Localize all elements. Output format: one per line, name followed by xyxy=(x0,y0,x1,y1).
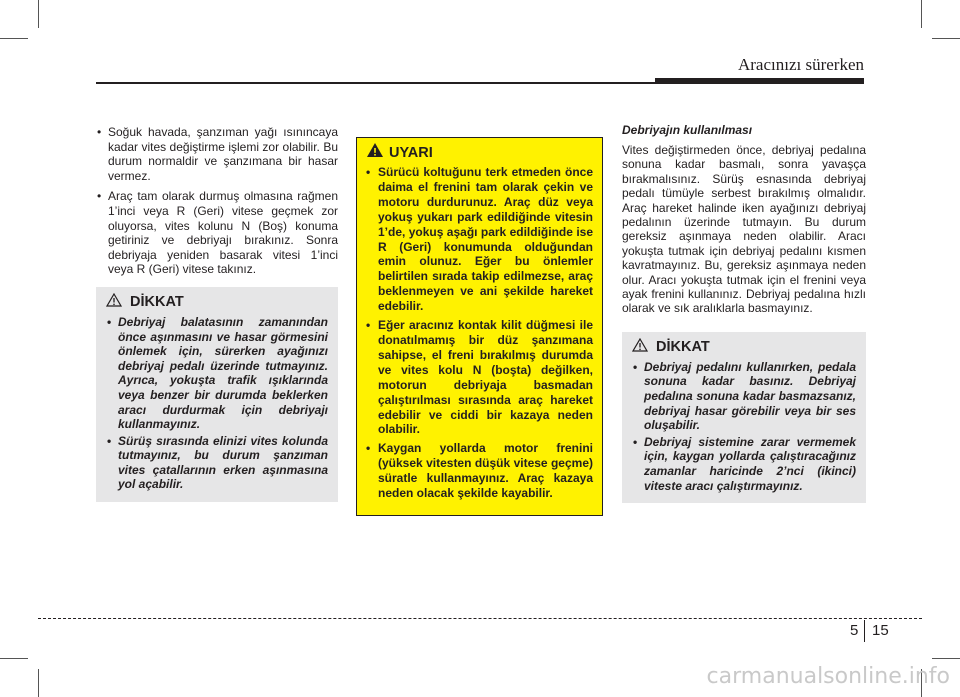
warning-header xyxy=(366,142,593,163)
crop-mark xyxy=(0,658,28,659)
list-item: • Araç tam olarak durmuş olmasına rağmen 1’inci veya R (Geri) vitese geçmek zor oluyorsa, vites kolunu N (Boş) konuma getiriniz ve debriyajı bırakınız. Sonra debriyaja yeniden basarak vitesi 1’inci veya R (Geri) vitese takınız. xyxy=(96,189,338,277)
caution-header xyxy=(106,293,328,312)
list-item: • Sürücü koltuğunu terk etmeden önce daima el frenini tam olarak çekin ve motoru durdurunuz. Araç düz veya yokuş yukarı park edildiğinde vitesin 1’de, yokuş aşağı park edildiğinde ise R (Geri) konumunda olduğundan emin olunuz. Eğer bu önlemler belirtilen sırada takip edilmezse, araç beklenmeyen ve ani şekilde hareket edebilir. xyxy=(366,165,593,314)
warning-box xyxy=(356,137,603,516)
list-item: • Debriyaj sistemine zarar vermemek için, kaygan yollarda çalıştıracağınız zamanlar haricinde 2’nci (ikinci) viteste aracı çalıştırmayınız. xyxy=(632,435,856,493)
section-heading: Debriyajın kullanılması xyxy=(622,123,753,137)
caution-list xyxy=(632,360,856,493)
list-item: • Soğuk havada, şanzıman yağı ısınıncaya kadar vites değiştirme işlemi zor olabilir. Bu durum normaldir ve şanzımana bir hasar vermez. xyxy=(96,125,338,183)
warning-title: UYARI xyxy=(389,144,433,161)
list-item: • Debriyaj pedalını kullanırken, pedala sonuna kadar basınız. Debriyaj pedalına sonuna kadar basmazsanız, debriyaj hasar görebilir veya bir ses oluşabilir. xyxy=(632,360,856,433)
body-paragraph: Vites değiştirmeden önce, debriyaj pedalına sonuna kadar basmalı, sonra yavaşça bırakmalısınız. Sürüş esnasında debriyaj pedalı tümüyle serbest bırakılmış olmalıdır. Araç hareket halinde iken ayağınızı debriyaj pedalının üzerinde tutmayın. Bu durum gereksiz aşınmaya neden olabilir. Aracı yokuşta tutmak için debriyaj pedalını kısmen kavratmayınız. Bu, gereksiz aşınmaya neden olur. Aracı yokuşta tutmak için el frenini veya ayak frenini kullanınız. Debriyaj pedalına hızlı olarak ve sık aralıklarla basmayınız. xyxy=(622,143,866,316)
crop-mark xyxy=(921,0,922,28)
crop-mark xyxy=(38,669,39,697)
page-number-divider xyxy=(864,620,865,642)
caution-box xyxy=(622,332,866,503)
crop-mark xyxy=(38,0,39,28)
caution-box xyxy=(96,287,338,502)
page-header-title: Aracınızı sürerken xyxy=(737,55,864,74)
caution-header xyxy=(632,338,856,357)
caution-list xyxy=(106,315,328,492)
crop-mark xyxy=(932,38,960,39)
crop-mark xyxy=(0,38,28,39)
caution-triangle-outline-icon xyxy=(632,338,648,357)
footer-dashed-rule xyxy=(38,618,922,619)
crop-mark xyxy=(932,658,960,659)
caution-title: DİKKAT xyxy=(130,294,184,311)
caution-title: DİKKAT xyxy=(656,339,710,356)
list-item: • Kaygan yollarda motor frenini (yüksek vitesten düşük vitese geçme) süratle kullanmayınız. Araç kazaya neden olacak şekilde kayabilir. xyxy=(366,441,593,501)
intro-bullet-list xyxy=(96,125,338,277)
list-item: • Eğer aracınız kontak kilit düğmesi ile donatılmamış bir düz şanzımana sahipse, el freni bırakılmış durumda ve vites kolu N (boşta) değilken, motorun debriyaja basmadan çalıştırılması sırasında araç hareket edebilir ve ciddi bir kazaya neden olabilir. xyxy=(366,318,593,437)
list-item: • Sürüş sırasında elinizi vites kolunda tutmayınız, bu durum şanzıman vites çatallarının erken aşınmasına yol açabilir. xyxy=(106,434,328,492)
header-rule-accent xyxy=(655,78,864,84)
caution-triangle-outline-icon xyxy=(106,293,122,312)
list-item: • Debriyaj balatasının zamanından önce aşınmasını ve hasar görmesini önlemek için, sürerken ayağınızı debriyaj pedalı üzerinde tutmayınız. Ayrıca, yokuşta trafik ışıklarında veya benzer bir durumda beklerken aracı durdurmak için debriyajı kullanmayınız. xyxy=(106,315,328,432)
section-number: 5 xyxy=(850,622,859,639)
page-number: 15 xyxy=(872,622,889,639)
right-column xyxy=(622,123,866,503)
watermark: carmanualsonline.info xyxy=(706,664,950,689)
middle-column xyxy=(356,137,603,516)
warning-list xyxy=(366,165,593,501)
left-column xyxy=(96,125,338,502)
warning-triangle-filled-icon xyxy=(366,142,384,163)
